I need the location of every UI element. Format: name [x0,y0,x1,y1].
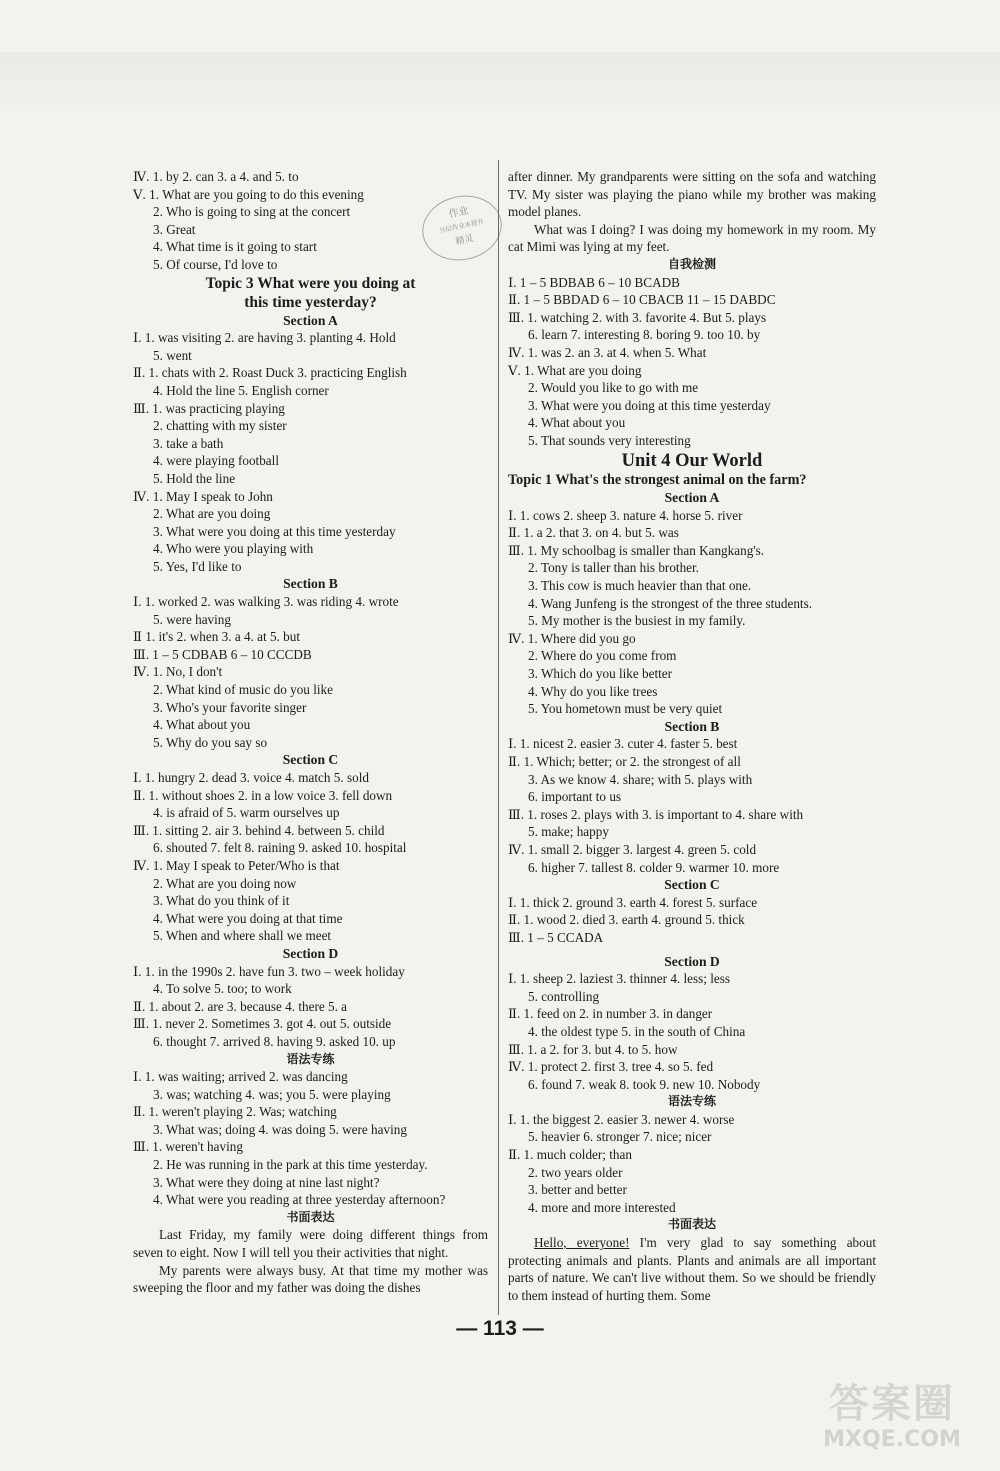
watermark-logo: 答案圈 MXQE.COM [823,1381,961,1452]
right-column [508,168,876,1304]
answer-line: Ⅱ. 1. feed on 2. in number 3. in danger [508,1006,713,1022]
section-heading: Section C [664,877,720,893]
answer-line: 4. Why do you like trees [528,683,658,699]
answer-line: Ⅱ. 1 – 5 BBDAD 6 – 10 CBACB 11 – 15 DABDC [508,292,776,308]
essay-paragraph: My parents were always busy. At that time my mother was sweeping the floor and my father was doing the dishes [133,1262,488,1296]
answer-line: 3. What do you think of it [153,893,290,909]
answer-line: 3. take a bath [153,435,224,451]
answer-line: 6. shouted 7. felt 8. raining 9. asked 10. hospital [153,840,407,856]
answer-line: 6. thought 7. arrived 8. having 9. asked 10. up [153,1033,396,1049]
answer-line: Ⅲ. 1. My schoolbag is smaller than Kangkang's. [508,542,765,558]
answer-line: Ⅲ. 1 – 5 CDBAB 6 – 10 CCCDB [133,646,312,662]
answer-line: 5. That sounds very interesting [528,432,691,448]
answer-line: Ⅲ. 1 – 5 CCADA [508,929,604,945]
essay-paragraph: What was I doing? I was doing my homework in my room. My cat Mimi was lying at my feet. [508,221,876,255]
answer-line: 4. is afraid of 5. warm ourselves up [153,805,340,821]
answer-line: Ⅱ. 1. without shoes 2. in a low voice 3. fell down [133,787,393,803]
answer-line: 5. Why do you say so [153,734,268,750]
answer-line: Ⅱ. 1. Which; better; or 2. the strongest of all [508,754,741,769]
answer-line: Ⅲ. 1. was practicing playing [133,400,285,416]
answer-line: Ⅱ. 1. wood 2. died 3. earth 4. ground 5. thick [508,912,745,928]
answer-line: 3. Great [153,221,196,237]
answer-line: Ⅳ. 1. protect 2. first 3. tree 4. so 5. fed [508,1059,714,1075]
answer-line: 3. better and better [528,1182,627,1198]
essay-text: I'm very glad to say something about protecting animals and plants. Plants and animals are all important parts of nature. We can't live without them. So we should be friendly to them instead of hurting them. Some [508,1235,876,1303]
section-heading: Section B [664,718,720,734]
answer-line: Ⅰ. 1. cows 2. sheep 3. nature 4. horse 5. river [508,507,743,523]
section-heading: Section D [282,945,339,961]
answer-line: 2. He was running in the park at this time yesterday. [153,1157,428,1173]
answer-line: Ⅳ. 1. Where did you go [508,630,636,646]
answer-line: 4. What about you [528,415,626,431]
answer-line: 2. What kind of music do you like [153,682,333,698]
answer-line: Ⅲ. 1. roses 2. plays with 3. is important to 4. share with [508,806,804,822]
answer-line: 2. two years older [528,1164,623,1180]
answer-line: Ⅲ. 1. never 2. Sometimes 3. got 4. out 5. outside [133,1016,392,1032]
answer-line: 6. found 7. weak 8. took 9. new 10. Nobody [528,1076,761,1092]
answer-line: Ⅰ. 1. hungry 2. dead 3. voice 4. match 5. sold [133,770,369,785]
answer-line: Ⅳ. 1. May I speak to Peter/Who is that [133,857,340,873]
essay-paragraph: after dinner. My grandparents were sitting on the sofa and watching TV. My sister was playing the piano while my brother was making model planes. [508,169,876,220]
self-test-heading: 自我检测 [667,256,716,271]
section-heading: Section C [282,752,339,768]
answer-line: Ⅲ. 1. weren't having [133,1139,243,1155]
answer-line: 2. What are you doing [153,506,271,522]
answer-line: 5. were having [153,611,231,627]
essay-paragraph [508,1234,876,1304]
answer-line: 4. Wang Junfeng is the strongest of the three students. [528,595,813,611]
answer-line: Ⅰ. 1. nicest 2. easier 3. cuter 4. faster 5. best [508,736,738,752]
answer-line: 3. What were you doing at this time yesterday [528,397,771,413]
answer-line: 6. important to us [528,789,622,805]
answer-line: 4. What were you doing at that time [153,910,343,926]
stamp-seal: 作业 分层作业本提升 精灵 [416,188,508,267]
answer-line: 4. What about you [153,717,251,733]
left-column [133,168,488,1297]
answer-line: 4. the oldest type 5. in the south of China [528,1023,746,1039]
topic-title: Topic 1 What's the strongest animal on the farm? [508,471,807,488]
answer-line: 5. went [153,347,192,363]
answer-line: Ⅴ. 1. What are you doing [508,362,642,378]
answer-line: 5. make; happy [528,824,609,840]
answer-line: Ⅱ 1. it's 2. when 3. a 4. at 5. but [133,629,301,645]
column-divider [498,160,499,1315]
answer-line: Ⅳ. 1. was 2. an 3. at 4. when 5. What [508,344,707,360]
answer-line: 3. What was; doing 4. was doing 5. were having [153,1121,407,1137]
answer-line: Ⅰ. 1. worked 2. was walking 3. was riding 4. wrote [133,594,399,610]
answer-line: Ⅲ. 1. a 2. for 3. but 4. to 5. how [508,1041,678,1057]
answer-line: 3. was; watching 4. was; you 5. were playing [153,1086,391,1102]
answer-line: 3. Which do you like better [528,666,673,682]
answer-line: 6. learn 7. interesting 8. boring 9. too 10. by [528,327,761,343]
answer-line: 3. This cow is much heavier than that one. [528,578,752,594]
answer-line: 5. Of course, I'd love to [153,256,278,272]
answer-line: 5. Hold the line [153,470,236,486]
answer-line: 5. When and where shall we meet [153,928,332,944]
answer-line: 6. higher 7. tallest 8. colder 9. warmer 10. more [528,859,780,875]
answer-line: Ⅱ. 1. a 2. that 3. on 4. but 5. was [508,525,679,541]
answer-line: Ⅱ. 1. about 2. are 3. because 4. there 5. a [133,998,348,1014]
section-heading: Section A [664,490,720,506]
answer-line: 3. Who's your favorite singer [153,699,307,715]
section-heading: Section D [664,953,720,969]
answer-line: Ⅰ. 1. the biggest 2. easier 3. newer 4. worse [508,1111,735,1127]
scan-noise-band [0,52,1000,112]
greeting-underlined: Hello, everyone! [534,1235,630,1251]
answer-line: 5. Yes, I'd like to [153,558,242,574]
answer-line: Ⅰ. 1. in the 1990s 2. have fun 3. two – week holiday [133,963,405,979]
answer-line: 5. My mother is the busiest in my family. [528,613,746,629]
answer-line: Ⅲ. 1. watching 2. with 3. favorite 4. But 5. plays [508,309,767,325]
answer-line: 2. Who is going to sing at the concert [153,204,351,220]
answer-line: 3. As we know 4. share; with 5. plays with [528,771,753,787]
answer-line: Ⅳ. 1. No, I don't [133,664,223,680]
section-heading: Section A [283,312,338,328]
answer-line: 4. What were you reading at three yesterday afternoon? [153,1192,446,1208]
answer-line: 4. more and more interested [528,1199,676,1215]
topic-title: Topic 3 What were you doing at this time yesterday? [205,274,416,311]
answer-line: 3. What were you doing at this time yesterday [153,523,396,539]
answer-line: Ⅰ. 1 – 5 BDBAB 6 – 10 BCADB [508,274,680,290]
answer-line: Ⅱ. 1. much colder; than [508,1147,632,1163]
writing-heading: 书面表达 [286,1209,335,1224]
answer-line: 2. Where do you come from [528,648,677,664]
answer-line: 4. Hold the line 5. English corner [153,382,329,398]
page-number: — 113 — [456,1317,544,1340]
answer-line: 2. What are you doing now [153,875,297,891]
answer-line: 4. Who were you playing with [153,541,314,557]
answer-line: 5. controlling [528,988,600,1004]
answer-line: Ⅴ. 1. What are you going to do this evening [133,186,364,202]
section-heading: Section B [283,576,338,592]
answer-line: 3. What were they doing at nine last night? [153,1174,380,1190]
answer-line: Ⅲ. 1. sitting 2. air 3. behind 4. between 5. child [133,822,385,838]
answer-line: Ⅰ. 1. sheep 2. laziest 3. thinner 4. less; less [508,971,731,987]
answer-line: Ⅳ. 1. by 2. can 3. a 4. and 5. to [133,169,299,184]
grammar-heading: 语法专练 [667,1094,716,1109]
essay-paragraph: Last Friday, my family were doing different things from seven to eight. Now I will tell you their activities that night. [133,1227,488,1261]
answer-line: 5. You hometown must be very quiet [528,701,723,717]
grammar-heading: 语法专练 [286,1051,335,1066]
writing-heading: 书面表达 [667,1217,716,1232]
answer-line: 4. To solve 5. too; to work [153,981,292,997]
answer-line: Ⅳ. 1. May I speak to John [133,488,273,504]
answer-line: 2. Would you like to go with me [528,380,699,396]
unit-title: Unit 4 Our World [621,450,763,471]
answer-line: 5. heavier 6. stronger 7. nice; nicer [528,1129,712,1145]
answer-line: 2. Tony is taller than his brother. [528,560,699,576]
answer-line: Ⅰ. 1. was visiting 2. are having 3. planting 4. Hold [133,330,396,346]
answer-line: Ⅳ. 1. small 2. bigger 3. largest 4. green 5. cold [508,841,757,857]
answer-line: Ⅰ. 1. was waiting; arrived 2. was dancing [133,1069,348,1085]
answer-line: Ⅱ. 1. weren't playing 2. Was; watching [133,1104,337,1120]
answer-line: Ⅰ. 1. thick 2. ground 3. earth 4. forest 5. surface [508,894,758,910]
answer-line: 4. were playing football [153,453,279,469]
answer-line: 4. What time is it going to start [153,239,317,255]
answer-line: 2. chatting with my sister [153,418,287,434]
answer-line: Ⅱ. 1. chats with 2. Roast Duck 3. practicing English [133,365,407,381]
